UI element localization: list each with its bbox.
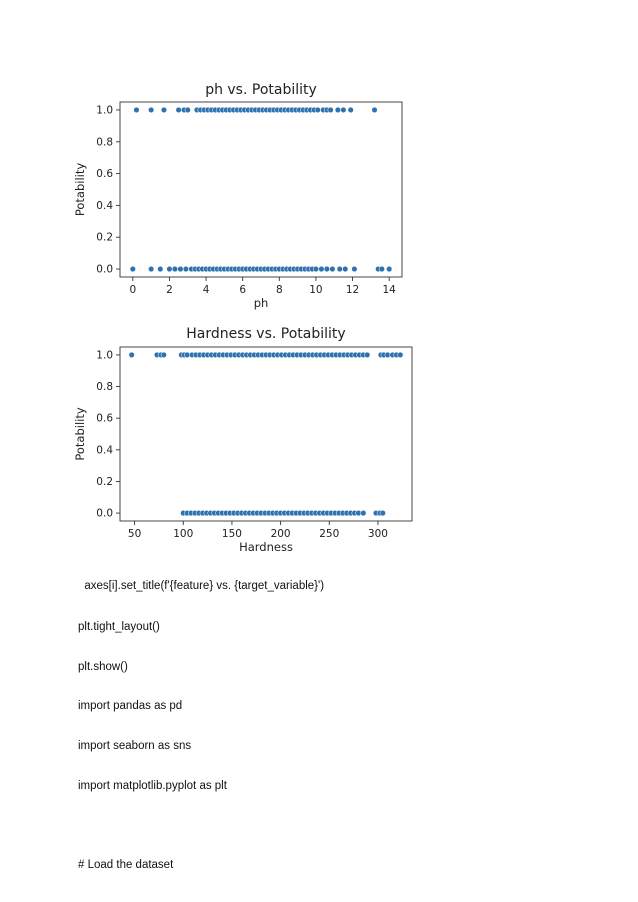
y-tick-label: 0.2 — [96, 475, 113, 488]
y-tick-label: 0.8 — [96, 381, 113, 394]
plot-frame — [120, 102, 402, 277]
code-line-show: plt.show() — [78, 661, 128, 673]
scatter-point — [172, 266, 178, 272]
y-axis-label: Potability — [73, 407, 87, 461]
x-tick-label: 100 — [173, 528, 194, 540]
scatter-point — [161, 107, 167, 113]
x-tick-label: 200 — [270, 528, 291, 540]
y-tick-label: 1.0 — [96, 349, 113, 362]
scatter-point — [380, 510, 386, 516]
ph-potability-svg — [60, 70, 430, 320]
scatter-point — [161, 352, 167, 358]
x-tick-label: 14 — [382, 284, 396, 296]
scatter-point — [315, 107, 321, 113]
x-axis-label: Hardness — [239, 540, 293, 554]
y-tick-label: 0.0 — [96, 263, 113, 276]
scatter-point — [313, 266, 319, 272]
scatter-point — [185, 107, 191, 113]
scatter-point — [328, 107, 334, 113]
x-tick-label: 8 — [275, 284, 283, 296]
plot-frame — [120, 347, 412, 521]
scatter-point — [379, 266, 385, 272]
code-line-import-pandas: import pandas as pd — [78, 700, 183, 712]
scatter-point — [129, 352, 135, 358]
scatter-point — [330, 266, 336, 272]
x-tick-label: 0 — [129, 284, 137, 296]
chart-title: Hardness vs. Potability — [186, 326, 346, 342]
hardness-potability-chart — [60, 320, 430, 565]
scatter-point — [319, 266, 325, 272]
x-tick-label: 150 — [221, 528, 242, 540]
y-tick-label: 0.8 — [96, 136, 113, 149]
scatter-point — [341, 107, 347, 113]
scatter-point — [167, 266, 173, 272]
scatter-point — [372, 107, 378, 113]
scatter-point — [324, 266, 330, 272]
y-tick-label: 0.4 — [96, 444, 113, 457]
code-line-import-seaborn: import seaborn as sns — [78, 740, 192, 752]
scatter-point — [337, 266, 343, 272]
scatter-point — [134, 107, 140, 113]
x-tick-label: 50 — [127, 528, 142, 540]
x-tick-label: 6 — [239, 284, 247, 296]
code-line-tight-layout: plt.tight_layout() — [78, 621, 160, 633]
x-tick-label: 2 — [166, 284, 173, 296]
y-tick-label: 0.4 — [96, 199, 113, 212]
code-line-load-comment: # Load the dataset — [78, 859, 174, 871]
ph-potability-chart — [60, 70, 430, 320]
x-tick-label: 250 — [319, 528, 340, 540]
x-tick-label: 10 — [309, 284, 323, 296]
scatter-point — [364, 352, 370, 358]
y-tick-label: 0.2 — [96, 231, 113, 244]
chart-title: ph vs. Potability — [205, 82, 317, 98]
scatter-point — [398, 352, 404, 358]
scatter-point — [386, 266, 392, 272]
y-axis-label: Potability — [73, 162, 87, 217]
y-tick-label: 0.6 — [96, 168, 113, 181]
scatter-point — [130, 266, 136, 272]
scatter-point — [178, 266, 184, 272]
scatter-point — [361, 510, 367, 516]
y-tick-label: 0.0 — [96, 507, 113, 520]
code-line-import-pyplot: import matplotlib.pyplot as plt — [78, 780, 227, 792]
scatter-point — [183, 266, 189, 272]
x-axis-label: ph — [253, 296, 269, 310]
y-tick-label: 0.6 — [96, 412, 113, 425]
scatter-point — [176, 107, 182, 113]
scatter-point — [348, 107, 354, 113]
scatter-point — [352, 266, 358, 272]
x-tick-label: 12 — [345, 284, 360, 296]
scatter-point — [148, 266, 154, 272]
x-tick-label: 300 — [367, 528, 388, 540]
scatter-point — [148, 107, 154, 113]
scatter-point — [335, 107, 341, 113]
x-tick-label: 4 — [202, 284, 210, 296]
scatter-point — [342, 266, 348, 272]
y-tick-label: 1.0 — [96, 104, 113, 117]
code-line-set-title: axes[i].set_title(f'{feature} vs. {target_variable}') — [78, 580, 325, 592]
hardness-potability-svg — [60, 320, 430, 565]
scatter-point — [157, 266, 163, 272]
